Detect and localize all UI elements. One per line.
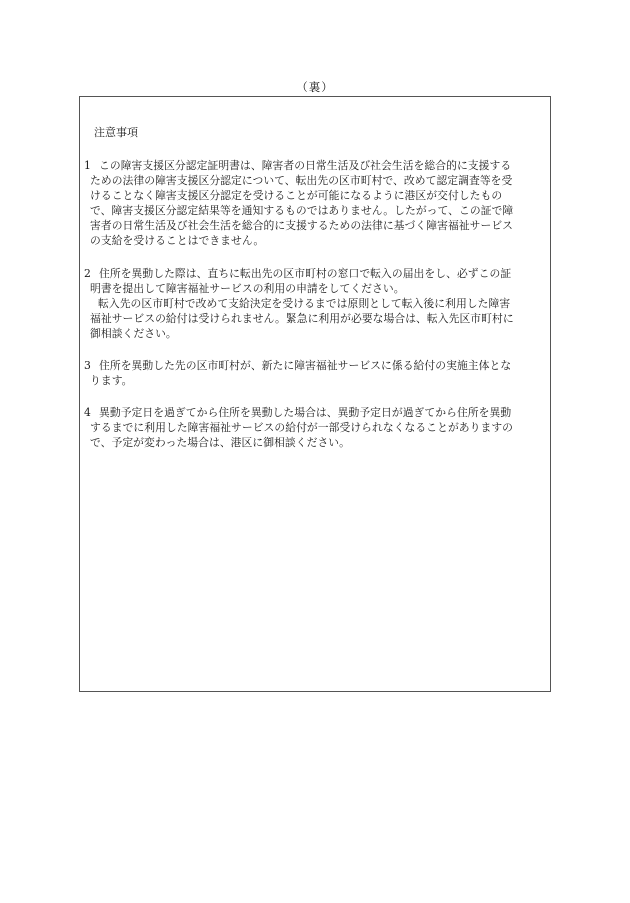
note-line: 転入先の区市町村で改めて支給決定を受けるまでは原則として転入後に利用した障害: [98, 296, 511, 310]
note-line: [84, 266, 548, 281]
note-item-2: [84, 266, 548, 341]
note-line: 害者の日常生活及び社会生活を総合的に支援するための法律に基づく障害福祉サービス: [90, 219, 514, 233]
note-text: この障害支援区分認定証明書は、障害者の日常生活及び社会生活を総合的に支援する: [99, 159, 512, 172]
notes-list: [84, 158, 548, 468]
note-line: ための法律の障害支援区分認定について、転出先の区市町村で、改めて認定調査等を受: [90, 174, 513, 188]
note-line: [84, 158, 548, 173]
note-number: 3: [84, 359, 91, 373]
note-item-4: [84, 405, 548, 450]
note-line: 福祉サービスの給付は受けられません。緊急に利用が必要な場合は、転入先区市町村に: [90, 311, 514, 325]
note-line: の支給を受けることはできません。: [90, 234, 265, 248]
note-line: ります。: [90, 374, 133, 388]
note-item-3: [84, 358, 548, 388]
note-number: 4: [84, 406, 91, 420]
note-line: けることなく障害支援区分認定を受けることが可能になるように港区が交付したもの: [90, 189, 503, 203]
note-text: 住所を異動した先の区市町村が、新たに障害福祉サービスに係る給付の実施主体とな: [99, 359, 512, 373]
note-line: で、障害支援区分認定結果等を通知するものではありません。したがって、この証で障: [90, 204, 514, 218]
page-side-mark: （裏）: [296, 80, 334, 94]
note-text: 異動予定日を過ぎてから住所を異動した場合は、異動予定日が過ぎてから住所を異動: [99, 406, 512, 420]
note-number: 2: [84, 266, 91, 280]
note-text: 住所を異動した際は、直ちに転出先の区市町村の窓口で転入の届出をし、必ずこの証: [99, 266, 512, 280]
note-line: 御相談ください。: [90, 326, 177, 340]
note-line: [84, 405, 548, 420]
note-line: で、予定が変わった場合は、港区に御相談ください。: [90, 436, 350, 450]
note-number: 1: [84, 159, 91, 172]
notes-heading: 注意事項: [94, 126, 138, 139]
note-item-1: [84, 158, 548, 249]
note-line: [84, 358, 548, 373]
note-line: 明書を提出して障害福祉サービスの利用の申請をしてください。: [90, 281, 405, 295]
note-line: するまでに利用した障害福祉サービスの給付が一部受けられなくなることがありますの: [90, 421, 514, 435]
